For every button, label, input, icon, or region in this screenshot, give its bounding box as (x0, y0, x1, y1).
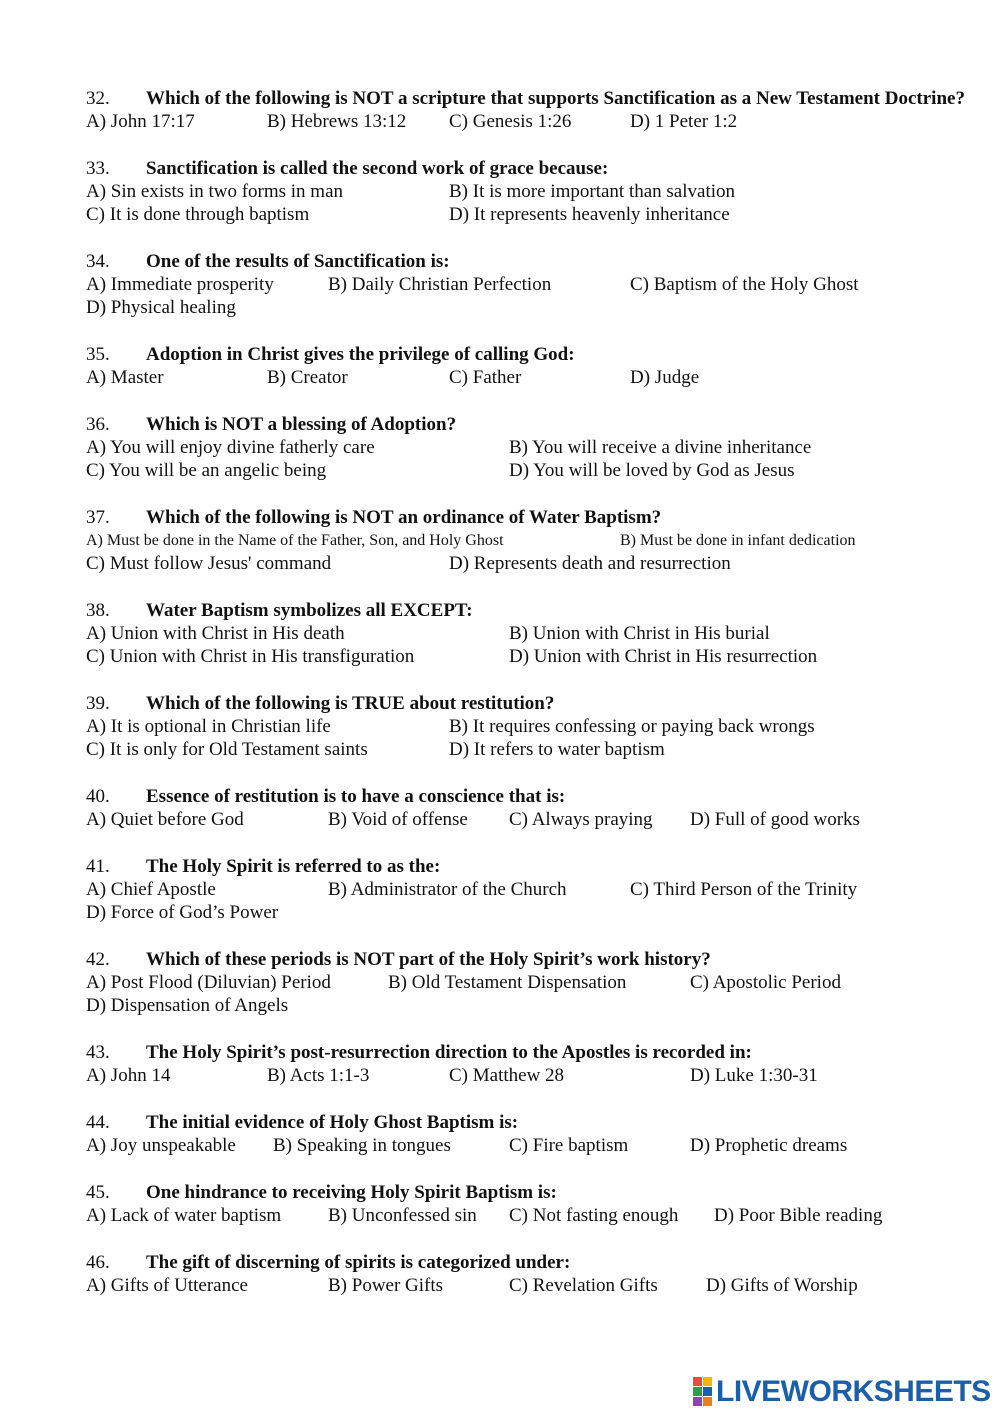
question-number: 43. (86, 1042, 110, 1063)
answer-option[interactable]: C) Union with Christ in His transfiguration (86, 646, 415, 667)
answer-option[interactable]: C) Baptism of the Holy Ghost (630, 274, 859, 295)
question-text (86, 785, 986, 808)
options-row (86, 901, 986, 924)
question-34 (86, 250, 986, 319)
question-number: 46. (86, 1252, 110, 1273)
liveworksheets-logo (693, 1373, 991, 1409)
options-row (86, 552, 986, 575)
answer-option[interactable]: D) 1 Peter 1:2 (630, 111, 738, 132)
question-label: Adoption in Christ gives the privilege of calling God: (146, 344, 575, 365)
answer-option[interactable]: A) Lack of water baptism (86, 1205, 282, 1226)
question-label: The Holy Spirit is referred to as the: (146, 856, 441, 877)
answer-option[interactable]: B) Unconfessed sin (328, 1205, 477, 1226)
answer-option[interactable]: D) Luke 1:30-31 (690, 1065, 818, 1086)
answer-option[interactable]: D) Dispensation of Angels (86, 995, 289, 1016)
question-text (86, 1111, 986, 1134)
answer-option[interactable]: B) Speaking in tongues (273, 1135, 451, 1156)
options-row (86, 1204, 986, 1227)
question-label: Water Baptism symbolizes all EXCEPT: (146, 600, 473, 621)
question-text (86, 855, 986, 878)
question-33 (86, 157, 986, 226)
options-row (86, 366, 986, 389)
answer-option[interactable]: B) Void of offense (328, 809, 468, 830)
options-row (86, 1064, 986, 1087)
answer-option[interactable]: B) Creator (267, 367, 348, 388)
answer-option[interactable]: A) Post Flood (Diluvian) Period (86, 972, 331, 993)
question-40 (86, 785, 986, 831)
answer-option[interactable]: C) Fire baptism (509, 1135, 629, 1156)
answer-option[interactable]: D) Prophetic dreams (690, 1135, 848, 1156)
answer-option[interactable]: D) Full of good works (690, 809, 860, 830)
question-number: 32. (86, 88, 110, 109)
question-32 (86, 87, 986, 133)
question-label: Which is NOT a blessing of Adoption? (146, 414, 457, 435)
answer-option[interactable]: D) Union with Christ in His resurrection (509, 646, 818, 667)
answer-option[interactable]: A) John 14 (86, 1065, 171, 1086)
answer-option[interactable]: C) Apostolic Period (690, 972, 841, 993)
answer-option[interactable]: C) Always praying (509, 809, 653, 830)
question-label: Which of these periods is NOT part of the Holy Spirit’s work history? (146, 949, 711, 970)
question-42 (86, 948, 986, 1017)
answer-option[interactable]: D) You will be loved by God as Jesus (509, 460, 795, 481)
answer-option[interactable]: C) Not fasting enough (509, 1205, 679, 1226)
question-label: Which of the following is NOT an ordinance of Water Baptism? (146, 507, 662, 528)
options-row (86, 436, 986, 459)
answer-option[interactable]: C) It is only for Old Testament saints (86, 739, 368, 760)
options-row (86, 203, 986, 226)
answer-option[interactable]: B) Acts 1:1-3 (267, 1065, 370, 1086)
answer-option[interactable]: A) Chief Apostle (86, 879, 216, 900)
question-text (86, 692, 986, 715)
answer-option[interactable]: B) Administrator of the Church (328, 879, 567, 900)
options-row (86, 971, 986, 994)
question-text (86, 1251, 986, 1274)
question-number: 36. (86, 414, 110, 435)
logo-grid-icon (693, 1377, 712, 1406)
question-38 (86, 599, 986, 668)
options-row (86, 622, 986, 645)
answer-option[interactable]: C) Must follow Jesus' command (86, 553, 332, 574)
question-text (86, 1041, 986, 1064)
options-row (86, 459, 986, 482)
answer-option[interactable]: C) Matthew 28 (449, 1065, 565, 1086)
options-row (86, 715, 986, 738)
answer-option[interactable]: D) Force of God’s Power (86, 902, 279, 923)
answer-option[interactable]: A) Joy unspeakable (86, 1135, 236, 1156)
question-37 (86, 506, 986, 575)
question-39 (86, 692, 986, 761)
logo-text: LIVEWORKSHEETS (716, 1374, 991, 1408)
answer-option[interactable]: B) Daily Christian Perfection (328, 274, 552, 295)
question-number: 45. (86, 1182, 110, 1203)
answer-option[interactable]: B) It is more important than salvation (449, 181, 736, 202)
answer-option[interactable]: B) Power Gifts (328, 1275, 444, 1296)
question-label: The Holy Spirit’s post-resurrection direction to the Apostles is recorded in: (146, 1042, 752, 1063)
answer-option[interactable]: A) Quiet before God (86, 809, 244, 830)
question-44 (86, 1111, 986, 1157)
question-number: 38. (86, 600, 110, 621)
question-number: 34. (86, 251, 110, 272)
answer-option[interactable]: A) Sin exists in two forms in man (86, 181, 344, 202)
answer-option[interactable]: C) It is done through baptism (86, 204, 310, 225)
options-row (86, 808, 986, 831)
answer-option[interactable]: D) It represents heavenly inheritance (449, 204, 730, 225)
answer-option[interactable]: D) Gifts of Worship (706, 1275, 858, 1296)
question-label: Which of the following is TRUE about restitution? (146, 693, 555, 714)
question-35 (86, 343, 986, 389)
answer-option[interactable]: C) Revelation Gifts (509, 1275, 658, 1296)
answer-option[interactable]: A) Union with Christ in His death (86, 623, 345, 644)
answer-option[interactable]: D) Physical healing (86, 297, 236, 318)
answer-option[interactable]: C) You will be an angelic being (86, 460, 327, 481)
options-row (86, 110, 986, 133)
answer-option[interactable]: A) Must be done in the Name of the Father, Son, and Holy Ghost (86, 532, 504, 549)
question-number: 44. (86, 1112, 110, 1133)
question-number: 37. (86, 507, 110, 528)
question-number: 42. (86, 949, 110, 970)
answer-option[interactable]: A) It is optional in Christian life (86, 716, 331, 737)
answer-option[interactable]: C) Father (449, 367, 522, 388)
question-number: 40. (86, 786, 110, 807)
options-row (86, 1134, 986, 1157)
question-text (86, 948, 986, 971)
question-41 (86, 855, 986, 924)
options-row (86, 180, 986, 203)
question-number: 33. (86, 158, 110, 179)
question-46 (86, 1251, 986, 1297)
answer-option[interactable]: B) Must be done in infant dedication (620, 532, 856, 549)
answer-option[interactable]: B) Union with Christ in His burial (509, 623, 770, 644)
question-text (86, 157, 986, 180)
question-text (86, 1181, 986, 1204)
answer-option[interactable]: D) Poor Bible reading (714, 1205, 883, 1226)
question-text (86, 413, 986, 436)
options-row (86, 273, 986, 296)
question-label: The initial evidence of Holy Ghost Baptism is: (146, 1112, 519, 1133)
options-row (86, 296, 986, 319)
question-number: 39. (86, 693, 110, 714)
answer-option[interactable]: B) Old Testament Dispensation (388, 972, 627, 993)
answer-option[interactable]: B) Hebrews 13:12 (267, 111, 407, 132)
question-label: One hindrance to receiving Holy Spirit Baptism is: (146, 1182, 557, 1203)
answer-option[interactable]: B) It requires confessing or paying back wrongs (449, 716, 815, 737)
answer-option[interactable]: A) You will enjoy divine fatherly care (86, 437, 375, 458)
question-text (86, 250, 986, 273)
worksheet (86, 87, 986, 1321)
question-label: Essence of restitution is to have a conscience that is: (146, 786, 566, 807)
question-label: One of the results of Sanctification is: (146, 251, 450, 272)
question-number: 41. (86, 856, 110, 877)
answer-option[interactable]: A) John 17:17 (86, 111, 195, 132)
answer-option[interactable]: D) Judge (630, 367, 700, 388)
question-label: Which of the following is NOT a scripture that supports Sanctification as a New Testament Doctrine? (146, 88, 965, 109)
answer-option[interactable]: A) Gifts of Utterance (86, 1275, 248, 1296)
options-row (86, 1274, 986, 1297)
question-36 (86, 413, 986, 482)
question-text (86, 506, 986, 529)
question-text (86, 343, 986, 366)
options-row (86, 878, 986, 901)
question-text (86, 87, 986, 110)
answer-option[interactable]: D) It refers to water baptism (449, 739, 665, 760)
answer-option[interactable]: B) You will receive a divine inheritance (509, 437, 812, 458)
question-label: The gift of discerning of spirits is categorized under: (146, 1252, 571, 1273)
options-row (86, 645, 986, 668)
options-row (86, 738, 986, 761)
answer-option[interactable]: C) Genesis 1:26 (449, 111, 572, 132)
question-43 (86, 1041, 986, 1087)
question-number: 35. (86, 344, 110, 365)
answer-option[interactable]: A) Immediate prosperity (86, 274, 274, 295)
options-row (86, 994, 986, 1017)
question-text (86, 599, 986, 622)
question-label: Sanctification is called the second work of grace because: (146, 158, 609, 179)
answer-option[interactable]: D) Represents death and resurrection (449, 553, 731, 574)
question-45 (86, 1181, 986, 1227)
options-row (86, 529, 986, 552)
answer-option[interactable]: A) Master (86, 367, 164, 388)
answer-option[interactable]: C) Third Person of the Trinity (630, 879, 858, 900)
